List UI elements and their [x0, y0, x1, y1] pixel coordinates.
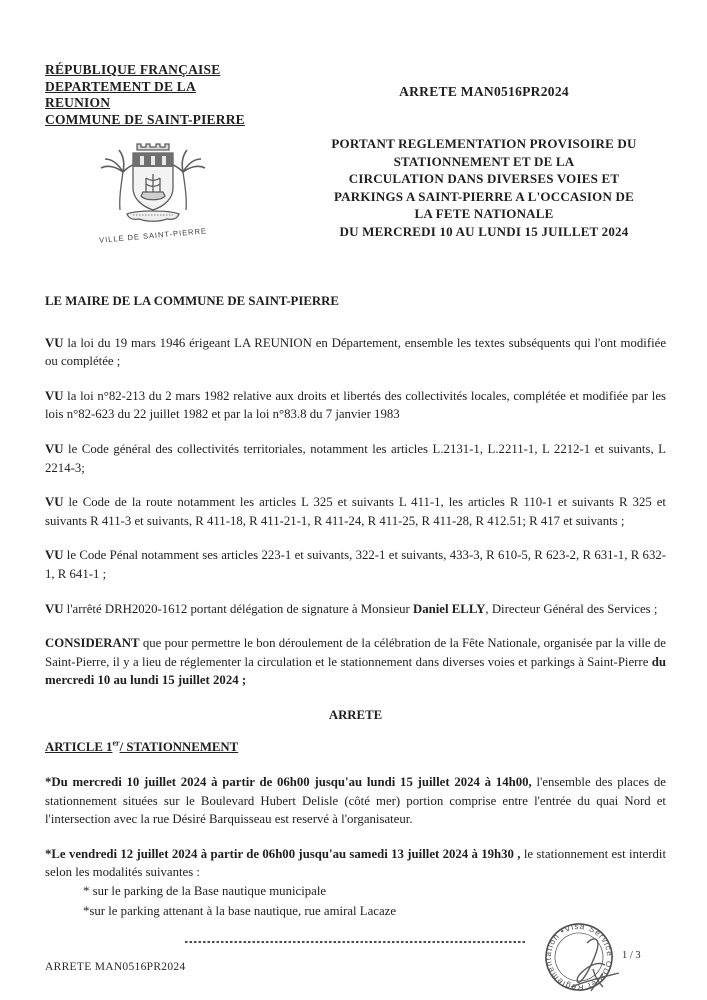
- document-header: [300, 84, 668, 240]
- text-line: REUNION: [45, 95, 111, 110]
- visa-stamp: [541, 921, 651, 1000]
- recital-considerant: CONSIDERANT que pour permettre le bon déroulement de la célébration de la Fête Nationale, organisée par la ville de Saint-Pierre, il y a lieu de réglementer la circulation et le stationnement dans diverses voies et parkings à Saint-Pierre du mercredi 10 au lundi 15 juillet 2024 ;: [45, 636, 666, 688]
- footer-reference: ARRETE MAN0516PR2024: [45, 961, 186, 973]
- document-reference: ARRETE MAN0516PR2024: [399, 84, 569, 99]
- text-line: CIRCULATION DANS DIVERSES VOIES ET: [348, 171, 620, 186]
- text-line: COMMUNE DE SAINT-PIERRE: [45, 111, 245, 127]
- article-1-para-1: *Du mercredi 10 juillet 2024 à partir de 06h00 jusqu'au lundi 15 juillet 2024 à 14h00, l'ensemble des places de stationnement situées sur le Boulevard Hubert Delisle (côté mer) portion comprise entre l'entrée du quai Nord et l'intersection avec la rue Désiré Barquisseau est reservé à l'organisateur.: [45, 775, 666, 827]
- svg-text:Visa Service ODP et Réglementa: [541, 921, 626, 999]
- decision-sections: [45, 706, 666, 920]
- document-body: [45, 292, 666, 921]
- coat-of-arms-caption: VILLE DE SAINT-PIERRE: [98, 226, 208, 245]
- text-line: STATIONNEMENT ET DE LA: [393, 153, 575, 169]
- article-1-item-2: *sur le parking attenant à la base nautique, rue amiral Lacaze: [83, 903, 397, 918]
- arrete-heading: ARRETE: [328, 707, 383, 722]
- recital-vu-5: VU le Code Pénal notamment ses articles 223-1 et suivants, 322-1 et suivants, 433-3, R 610-5, R 623-2, R 631-1, R 632-1, R 641-1 ;: [45, 548, 666, 581]
- salutation: LE MAIRE DE LA COMMUNE DE SAINT-PIERRE: [45, 294, 339, 308]
- text-line: PORTANT REGLEMENTATION PROVISOIRE DU: [331, 136, 637, 151]
- recital-vu-2: VU la loi n°82-213 du 2 mars 1982 relative aux droits et libertés des collectivités locales, complétée et modifiée par les lois n°82-623 du 22 juillet 1982 et par la loi n°83.8 du 7 janvier 1983: [45, 388, 666, 422]
- page-number: 1 / 3: [622, 950, 641, 961]
- recital-vu-1: VU la loi du 19 mars 1946 érigeant LA REUNION en Département, ensemble les textes subséquents qui l'ont modifiée ou complétée ;: [45, 335, 666, 369]
- letterhead-authority-lines: [45, 62, 305, 128]
- coat-of-arms-block: [78, 136, 228, 245]
- stamp-curved-text: Visa Service ODP et Réglementation •: [543, 921, 615, 993]
- text-line: DU MERCREDI 10 AU LUNDI 15 JUILLET 2024: [339, 223, 629, 239]
- text-line: RÉPUBLIQUE FRANÇAISE: [45, 62, 221, 77]
- recitals: [45, 334, 666, 690]
- document-title: [300, 135, 668, 240]
- article-1-item-1: * sur le parking de la Base nautique municipale: [83, 884, 327, 899]
- city-coat-of-arms-icon: [93, 136, 213, 228]
- recital-vu-6: VU l'arrêté DRH2020-1612 portant délégation de signature à Monsieur Daniel ELLY, Directeur Général des Services ;: [45, 601, 658, 616]
- visa-stamp-icon: [541, 921, 651, 999]
- text-line: PARKINGS A SAINT-PIERRE A L'OCCASION DE: [333, 188, 634, 204]
- footer-divider: [185, 941, 525, 943]
- recital-vu-3: VU le Code général des collectivités territoriales, notamment les articles L.2131-1, L.2211-1, L 2212-1 et suivants, L 2214-3;: [45, 441, 666, 475]
- article-1-para-2: *Le vendredi 12 juillet 2024 à partir de 06h00 jusqu'au samedi 13 juillet 2024 à 19h30 , le stationnement est interdit selon les modalités suivantes :: [45, 846, 666, 880]
- text-line: LA FETE NATIONALE: [414, 206, 554, 221]
- recital-vu-4: VU le Code de la route notamment les articles L 325 et suivants L 411-1, les articles R 110-1 et suivants R 325 et suivants R 411-3 et suivants, R 411-18, R 411-21-1, R 411-24, R 411-25, R 411-28, R 412.51; R 417 et suivants ;: [45, 495, 666, 528]
- article-1-heading: ARTICLE 1er/ STATIONNEMENT: [45, 738, 239, 754]
- text-line: DEPARTEMENT DE LA: [45, 78, 196, 94]
